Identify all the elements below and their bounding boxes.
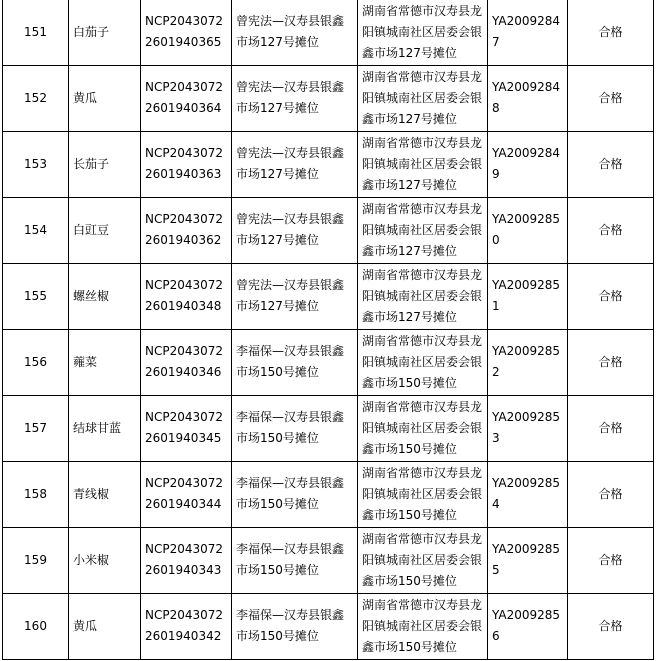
sample-id-cell: NCP20430722601940364	[141, 65, 232, 131]
inspection-result-cell: 合格	[568, 461, 654, 527]
stall-name-cell: 李福保—汉寿县银鑫市场150号摊位	[232, 395, 358, 461]
stall-address-cell: 湖南省常德市汉寿县龙阳镇城南社区居委会银鑫市场150号摊位	[358, 329, 488, 395]
sample-name-cell: 结球甘蓝	[69, 395, 141, 461]
row-number-cell: 158	[3, 461, 69, 527]
report-number-cell: YA20092851	[488, 263, 568, 329]
stall-name-cell: 李福保—汉寿县银鑫市场150号摊位	[232, 329, 358, 395]
sample-id-cell: NCP20430722601940362	[141, 197, 232, 263]
report-number-cell: YA20092850	[488, 197, 568, 263]
report-number-cell: YA20092854	[488, 461, 568, 527]
stall-address-cell: 湖南省常德市汉寿县龙阳镇城南社区居委会银鑫市场150号摊位	[358, 461, 488, 527]
table-row	[3, 593, 654, 659]
row-number-cell: 160	[3, 593, 69, 659]
sample-id-cell: NCP20430722601940344	[141, 461, 232, 527]
table-row	[3, 527, 654, 593]
sample-name-cell: 黄瓜	[69, 65, 141, 131]
inspection-result-cell: 合格	[568, 131, 654, 197]
row-number-cell: 151	[3, 0, 69, 65]
stall-name-cell: 曾宪法—汉寿县银鑫市场127号摊位	[232, 263, 358, 329]
inspection-results-table	[2, 0, 654, 660]
report-number-cell: YA20092849	[488, 131, 568, 197]
sample-name-cell: 黄瓜	[69, 593, 141, 659]
stall-name-cell: 李福保—汉寿县银鑫市场150号摊位	[232, 461, 358, 527]
row-number-cell: 152	[3, 65, 69, 131]
sample-name-cell: 白豇豆	[69, 197, 141, 263]
stall-address-cell: 湖南省常德市汉寿县龙阳镇城南社区居委会银鑫市场127号摊位	[358, 131, 488, 197]
stall-name-cell: 曾宪法—汉寿县银鑫市场127号摊位	[232, 0, 358, 65]
stall-name-cell: 李福保—汉寿县银鑫市场150号摊位	[232, 593, 358, 659]
sample-id-cell: NCP20430722601940345	[141, 395, 232, 461]
table-row	[3, 131, 654, 197]
report-number-cell: YA20092852	[488, 329, 568, 395]
stall-address-cell: 湖南省常德市汉寿县龙阳镇城南社区居委会银鑫市场150号摊位	[358, 395, 488, 461]
sample-name-cell: 白茄子	[69, 0, 141, 65]
stall-address-cell: 湖南省常德市汉寿县龙阳镇城南社区居委会银鑫市场127号摊位	[358, 0, 488, 65]
table-row	[3, 65, 654, 131]
row-number-cell: 159	[3, 527, 69, 593]
report-number-cell: YA20092855	[488, 527, 568, 593]
stall-name-cell: 曾宪法—汉寿县银鑫市场127号摊位	[232, 197, 358, 263]
table-row	[3, 461, 654, 527]
row-number-cell: 154	[3, 197, 69, 263]
report-number-cell: YA20092856	[488, 593, 568, 659]
sample-id-cell: NCP20430722601940348	[141, 263, 232, 329]
table-row	[3, 197, 654, 263]
sample-id-cell: NCP20430722601940346	[141, 329, 232, 395]
row-number-cell: 157	[3, 395, 69, 461]
inspection-result-cell: 合格	[568, 329, 654, 395]
row-number-cell: 153	[3, 131, 69, 197]
report-number-cell: YA20092853	[488, 395, 568, 461]
sample-name-cell: 长茄子	[69, 131, 141, 197]
inspection-result-cell: 合格	[568, 65, 654, 131]
inspection-result-cell: 合格	[568, 263, 654, 329]
row-number-cell: 156	[3, 329, 69, 395]
sample-name-cell: 蕹菜	[69, 329, 141, 395]
inspection-result-cell: 合格	[568, 0, 654, 65]
report-number-cell: YA20092848	[488, 65, 568, 131]
table-row	[3, 395, 654, 461]
stall-address-cell: 湖南省常德市汉寿县龙阳镇城南社区居委会银鑫市场150号摊位	[358, 527, 488, 593]
stall-address-cell: 湖南省常德市汉寿县龙阳镇城南社区居委会银鑫市场150号摊位	[358, 593, 488, 659]
sample-id-cell: NCP20430722601940363	[141, 131, 232, 197]
table-row	[3, 0, 654, 65]
inspection-result-cell: 合格	[568, 593, 654, 659]
inspection-result-cell: 合格	[568, 395, 654, 461]
stall-address-cell: 湖南省常德市汉寿县龙阳镇城南社区居委会银鑫市场127号摊位	[358, 263, 488, 329]
inspection-result-cell: 合格	[568, 197, 654, 263]
stall-address-cell: 湖南省常德市汉寿县龙阳镇城南社区居委会银鑫市场127号摊位	[358, 65, 488, 131]
stall-name-cell: 李福保—汉寿县银鑫市场150号摊位	[232, 527, 358, 593]
sample-id-cell: NCP20430722601940365	[141, 0, 232, 65]
table-row	[3, 329, 654, 395]
report-number-cell: YA20092847	[488, 0, 568, 65]
table-body	[3, 0, 654, 659]
inspection-result-cell: 合格	[568, 527, 654, 593]
stall-name-cell: 曾宪法—汉寿县银鑫市场127号摊位	[232, 131, 358, 197]
row-number-cell: 155	[3, 263, 69, 329]
sample-id-cell: NCP20430722601940343	[141, 527, 232, 593]
sample-name-cell: 青线椒	[69, 461, 141, 527]
table-row	[3, 263, 654, 329]
stall-name-cell: 曾宪法—汉寿县银鑫市场127号摊位	[232, 65, 358, 131]
sample-name-cell: 螺丝椒	[69, 263, 141, 329]
sample-name-cell: 小米椒	[69, 527, 141, 593]
sample-id-cell: NCP20430722601940342	[141, 593, 232, 659]
stall-address-cell: 湖南省常德市汉寿县龙阳镇城南社区居委会银鑫市场127号摊位	[358, 197, 488, 263]
